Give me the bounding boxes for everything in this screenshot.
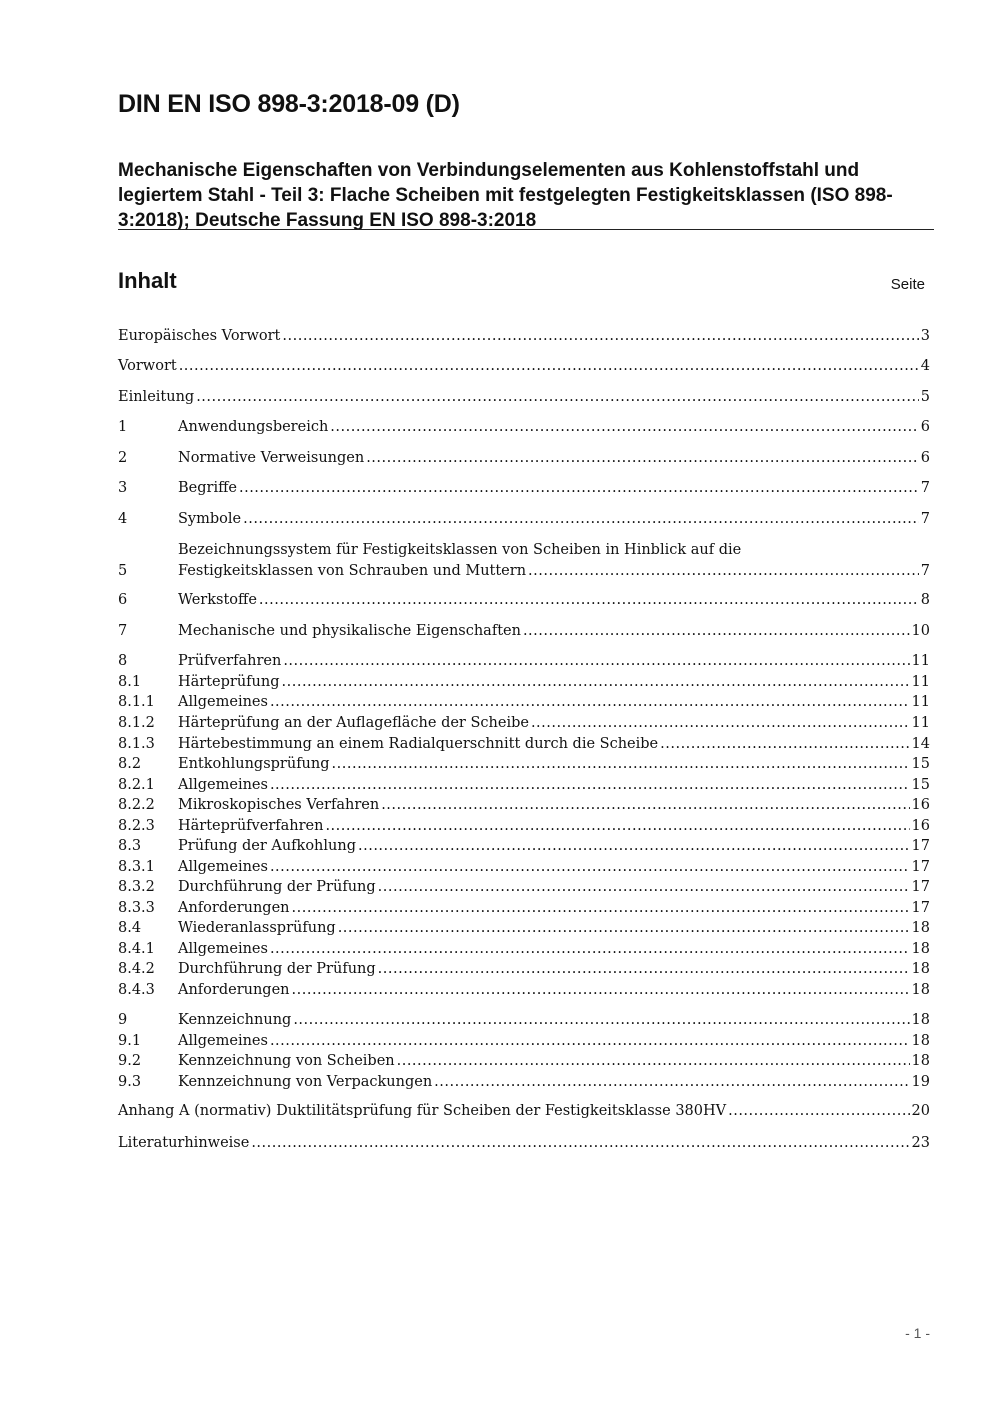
toc-entry-label: Kennzeichnung von Scheiben: [178, 1053, 395, 1069]
toc-entry[interactable]: [118, 509, 930, 529]
toc-entry-number: 8.1: [118, 674, 142, 690]
toc-entry[interactable]: [118, 959, 930, 979]
toc-leader-dots: [270, 775, 910, 795]
toc-entry-page: 15: [911, 756, 930, 772]
toc-entry-number: 8.4.1: [118, 941, 155, 957]
document-title: DIN EN ISO 898-3:2018-09 (D): [118, 90, 460, 118]
toc-entry-label: Kennzeichnung: [178, 1012, 292, 1028]
toc-leader-dots: [338, 918, 910, 938]
toc-entry-page: 17: [911, 879, 930, 895]
toc-entry-page: 7: [920, 563, 930, 579]
toc-entry-label: Härteprüfverfahren: [178, 818, 324, 834]
toc-entry-page: 7: [920, 511, 930, 527]
toc-entry-page: 18: [911, 1053, 930, 1069]
toc-leader-dots: [366, 448, 919, 468]
toc-entry-label: Mikroskopisches Verfahren: [178, 797, 380, 813]
toc-leader-dots: [196, 387, 919, 407]
toc-leader-dots: [283, 651, 909, 671]
toc-leader-dots: [251, 1133, 909, 1153]
toc-entry-number: 8.1.1: [118, 694, 155, 710]
toc-entry[interactable]: [118, 754, 930, 774]
toc-entry-page: 5: [920, 389, 930, 405]
toc-entry-label: Literaturhinweise: [118, 1135, 250, 1151]
toc-entry[interactable]: [118, 898, 930, 918]
toc-entry-label: Normative Verweisungen: [178, 450, 365, 466]
toc-heading: Inhalt: [118, 268, 177, 293]
toc-entry-number: 9.3: [118, 1074, 142, 1090]
title-divider: [118, 229, 934, 230]
toc-entry-label: Durchführung der Prüfung: [178, 879, 376, 895]
toc-entry[interactable]: [118, 734, 930, 754]
toc-entry-label: Anforderungen: [178, 900, 290, 916]
page-number-footer: - 1 -: [905, 1325, 930, 1341]
toc-entry-page: 18: [911, 1033, 930, 1049]
toc-leader-dots: [239, 478, 919, 498]
toc-entry-number: 4: [118, 511, 128, 527]
toc-entry-page: 11: [911, 674, 930, 690]
toc-leader-dots: [325, 816, 909, 836]
toc-entry-page: 11: [911, 715, 930, 731]
toc-entry-label: Begriffe: [178, 480, 237, 496]
toc-entry[interactable]: [118, 816, 930, 836]
toc-entry-page: 18: [911, 961, 930, 977]
toc-entry-page: 17: [911, 838, 930, 854]
toc-entry-label: Allgemeines: [178, 1033, 268, 1049]
toc-entry-number: 8.4: [118, 920, 142, 936]
toc-entry-label: Kennzeichnung von Verpackungen: [178, 1074, 433, 1090]
toc-entry[interactable]: [118, 561, 930, 581]
toc-entry-number: 8.1.2: [118, 715, 155, 731]
toc-leader-dots: [378, 959, 910, 979]
toc-entry-label: Symbole: [178, 511, 242, 527]
toc-leader-dots: [259, 590, 919, 610]
toc-entry-label: Härtebestimmung an einem Radialquerschnitt durch die Scheibe: [178, 736, 659, 752]
toc-entry-page: 8: [920, 592, 930, 608]
toc-entry-label: Werkstoffe: [178, 592, 257, 608]
toc-entry[interactable]: [118, 1133, 930, 1153]
toc-leader-dots: [358, 836, 910, 856]
toc-entry-label: Anforderungen: [178, 982, 290, 998]
toc-entry-number: 8.2: [118, 756, 142, 772]
toc-entry-number: 2: [118, 450, 128, 466]
toc-entry[interactable]: [118, 1051, 930, 1071]
toc-entry[interactable]: [118, 795, 930, 815]
toc-leader-dots: [531, 713, 910, 733]
toc-entry-number: 8.3: [118, 838, 142, 854]
toc-entry-number: 8.4.2: [118, 961, 155, 977]
toc-leader-dots: [270, 857, 910, 877]
toc-entry-page: 14: [911, 736, 930, 752]
toc-entry-page: 16: [911, 818, 930, 834]
toc-entry[interactable]: [118, 918, 930, 938]
toc-leader-dots: [270, 692, 910, 712]
toc-leader-dots: [378, 877, 910, 897]
toc-entry[interactable]: [118, 1031, 930, 1051]
toc-entry-number: 5: [118, 563, 128, 579]
toc-entry-page: 11: [911, 653, 930, 669]
toc-leader-dots: [332, 754, 910, 774]
toc-entry-page: 18: [911, 920, 930, 936]
toc-leader-dots: [270, 939, 910, 959]
toc-entry[interactable]: [118, 1101, 930, 1121]
toc-entry-label: Mechanische und physikalische Eigenschaften: [178, 623, 521, 639]
toc-leader-dots: [528, 561, 919, 581]
toc-entry[interactable]: [118, 939, 930, 959]
toc-entry-number: 8.3.2: [118, 879, 155, 895]
toc-entry[interactable]: [118, 326, 930, 346]
toc-entry-label: Prüfverfahren: [178, 653, 282, 669]
toc-entry-label: Härteprüfung: [178, 674, 280, 690]
toc-entry-number: 8.1.3: [118, 736, 155, 752]
toc-entry[interactable]: [118, 387, 930, 407]
toc-entry-label: Vorwort: [118, 358, 177, 374]
toc-leader-dots: [660, 734, 909, 754]
toc-entry-number: 8.2.3: [118, 818, 155, 834]
toc-entry-label: Allgemeines: [178, 941, 268, 957]
toc-leader-dots: [243, 509, 919, 529]
toc-entry-label: Durchführung der Prüfung: [178, 961, 376, 977]
toc-leader-dots: [179, 356, 919, 376]
toc-entry[interactable]: [118, 877, 930, 897]
document-subtitle: Mechanische Eigenschaften von Verbindungselementen aus Kohlenstoffstahl und legiertem Stahl - Teil 3: Flache Scheiben mit festgelegten Festigkeitsklassen (ISO 898-3:2018); Deutsche Fassung EN ISO 898-3:2018: [118, 160, 893, 231]
toc-entry-page: 7: [920, 480, 930, 496]
toc-entry-page: 23: [911, 1135, 930, 1151]
toc-entry-number: 6: [118, 592, 128, 608]
toc-entry[interactable]: [118, 672, 930, 692]
toc-entry-page: 15: [911, 777, 930, 793]
toc-entry[interactable]: [118, 713, 930, 733]
toc-entry-page: 17: [911, 900, 930, 916]
toc-entry-number: 1: [118, 419, 128, 435]
toc-entry-number: 8.2.2: [118, 797, 155, 813]
toc-entry[interactable]: [118, 621, 930, 641]
toc-entry-page: 6: [920, 450, 930, 466]
toc-entry[interactable]: [118, 1010, 930, 1030]
toc-entry-page: 4: [920, 358, 930, 374]
toc-entry-label: Allgemeines: [178, 694, 268, 710]
toc-entry-label: Europäisches Vorwort: [118, 328, 281, 344]
toc-entry-number: 8.4.3: [118, 982, 155, 998]
toc-leader-dots: [434, 1072, 909, 1092]
toc-entry[interactable]: [118, 980, 930, 1000]
toc-entry-number: 9: [118, 1012, 128, 1028]
toc-entry-number: 3: [118, 480, 128, 496]
toc-entry-page: 17: [911, 859, 930, 875]
toc-entry[interactable]: [118, 478, 930, 498]
toc-entry-label: Wiederanlassprüfung: [178, 920, 336, 936]
toc-leader-dots: [728, 1101, 909, 1121]
toc-entry-page: 18: [911, 941, 930, 957]
toc-entry[interactable]: [118, 417, 930, 437]
toc-leader-dots: [282, 326, 918, 346]
toc-entry-label: Prüfung der Aufkohlung: [178, 838, 356, 854]
toc-entry[interactable]: [118, 857, 930, 877]
toc-entry[interactable]: [118, 356, 930, 376]
toc-entry[interactable]: [118, 692, 930, 712]
toc-leader-dots: [330, 417, 918, 437]
toc-entry-page: 11: [911, 694, 930, 710]
toc-leader-dots: [292, 898, 910, 918]
page-column-label: Seite: [890, 276, 925, 293]
toc-leader-dots: [397, 1051, 910, 1071]
toc-entry-label: Allgemeines: [178, 859, 268, 875]
toc-entry-page: 10: [911, 623, 930, 639]
toc-entry-number: 9.1: [118, 1033, 142, 1049]
toc-entry[interactable]: [118, 1072, 930, 1092]
toc-entry-label-line1[interactable]: Bezeichnungssystem für Festigkeitsklassen von Scheiben in Hinblick auf die: [178, 542, 742, 558]
toc-entry-page: 18: [911, 1012, 930, 1028]
toc-entry-page: 6: [920, 419, 930, 435]
toc-entry-page: 16: [911, 797, 930, 813]
toc-entry-page: 18: [911, 982, 930, 998]
toc-leader-dots: [293, 1010, 909, 1030]
toc-leader-dots: [292, 980, 910, 1000]
toc-entry-label: Allgemeines: [178, 777, 268, 793]
toc-entry-label: Anhang A (normativ) Duktilitätsprüfung für Scheiben der Festigkeitsklasse 380HV: [118, 1103, 727, 1119]
toc-entry-number: 9.2: [118, 1053, 142, 1069]
toc-entry-label: Anwendungsbereich: [178, 419, 329, 435]
toc-entry-number: 8.3.1: [118, 859, 155, 875]
toc-entry-label: Entkohlungsprüfung: [178, 756, 330, 772]
toc-entry[interactable]: [118, 651, 930, 671]
toc-entry-number: 8: [118, 653, 128, 669]
toc-entry-number: 8.2.1: [118, 777, 155, 793]
toc-entry-label: Einleitung: [118, 389, 195, 405]
toc-entry-label: Härteprüfung an der Auflagefläche der Scheibe: [178, 715, 529, 731]
toc-leader-dots: [523, 621, 910, 641]
toc-leader-dots: [270, 1031, 910, 1051]
toc-entry-page: 20: [911, 1103, 930, 1119]
toc-entry-page: 19: [911, 1074, 930, 1090]
toc-entry[interactable]: [118, 448, 930, 468]
toc-entry-number: 8.3.3: [118, 900, 155, 916]
toc-entry[interactable]: [118, 836, 930, 856]
toc-entry-number: 7: [118, 623, 128, 639]
toc-leader-dots: [381, 795, 909, 815]
toc-leader-dots: [282, 672, 910, 692]
toc-entry[interactable]: [118, 590, 930, 610]
toc-entry[interactable]: [118, 775, 930, 795]
toc-entry-label: Festigkeitsklassen von Schrauben und Muttern: [178, 563, 527, 579]
toc-entry-page: 3: [920, 328, 930, 344]
